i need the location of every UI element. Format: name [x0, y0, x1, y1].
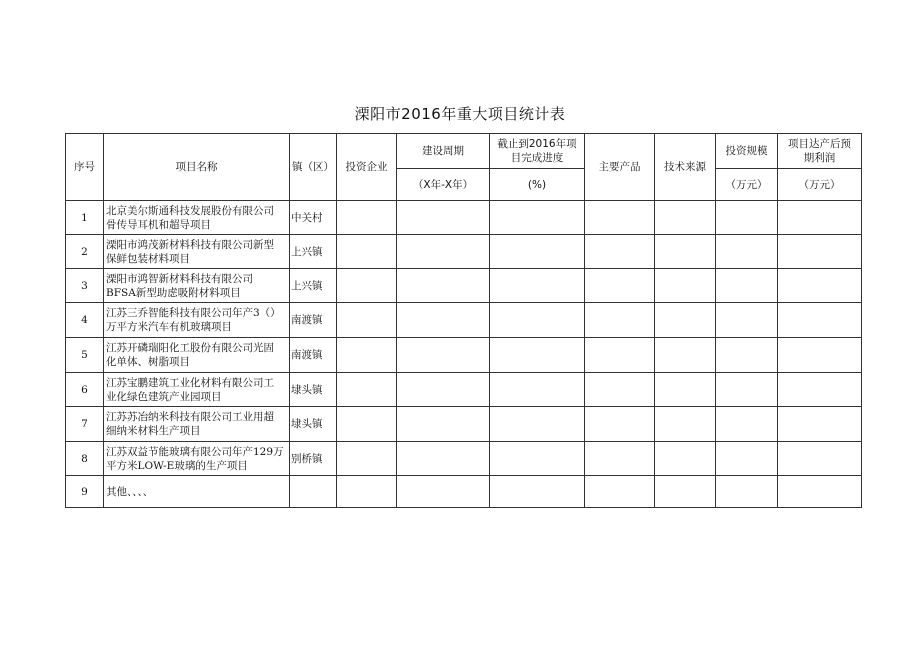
header-seq: 序号	[66, 134, 104, 201]
row-seq: 4	[66, 303, 104, 338]
row-seq: 1	[66, 201, 104, 235]
row-seq: 8	[66, 442, 104, 476]
table-row	[66, 201, 862, 235]
header-product: 主要产品	[585, 134, 655, 201]
header-progress-line2: 目完成进度	[510, 152, 564, 164]
table-row	[66, 407, 862, 442]
row-town: 别桥镇	[290, 442, 337, 476]
row-town: 上兴镇	[290, 235, 337, 269]
row-name: 江苏三乔智能科技有限公司年产3（） 万平方米汽车有机玻璃项目	[104, 303, 290, 338]
row-name: 江苏开磷瑞阳化工股份有限公司光固 化单体、树脂项目	[104, 338, 290, 373]
row-town: 上兴镇	[290, 269, 337, 303]
header-profit-line1: 项目达产后预	[788, 138, 851, 150]
row-seq: 7	[66, 407, 104, 442]
header-progress-line1: 截止到2016年项	[497, 138, 577, 150]
row-seq: 6	[66, 373, 104, 407]
header-company: 投资企业	[337, 134, 397, 201]
table-row	[66, 373, 862, 407]
table-row	[66, 442, 862, 476]
header-row-top	[66, 134, 862, 169]
row-town	[290, 476, 337, 508]
row-name: 溧阳市鸿智新材料科技有限公司 BFSA新型助虑吸附材料项目	[104, 269, 290, 303]
row-town: 埭头镇	[290, 373, 337, 407]
table-row	[66, 476, 862, 508]
table-row	[66, 235, 862, 269]
row-name: 北京美尔斯通科技发展股份有限公司 骨传导耳机和超导项目	[104, 201, 290, 235]
header-period: 建设周期	[397, 134, 490, 169]
header-scale: 投资规模	[716, 134, 778, 169]
row-seq: 2	[66, 235, 104, 269]
header-tech: 技术来源	[655, 134, 716, 201]
row-seq: 9	[66, 476, 104, 508]
row-name: 江苏双益节能玻璃有限公司年产129万 平方米LOW-E玻璃的生产项目	[104, 442, 290, 476]
page-title: 溧阳市2016年重大项目统计表	[354, 105, 566, 123]
header-progress-unit: (%)	[490, 169, 585, 201]
project-statistics-table	[65, 133, 862, 508]
table-row	[66, 303, 862, 338]
row-name: 江苏苏冶纳米科技有限公司工业用超 细纳米材料生产项目	[104, 407, 290, 442]
table-row	[66, 338, 862, 373]
row-town: 南渡镇	[290, 303, 337, 338]
header-profit-line2: 期利润	[803, 152, 836, 164]
header-period-unit: （X年-X年）	[397, 169, 490, 201]
header-profit-unit: （万元）	[778, 169, 862, 201]
row-town: 埭头镇	[290, 407, 337, 442]
row-name: 江苏宝鹏建筑工业化材料有限公司工 业化绿色建筑产业园项目	[104, 373, 290, 407]
row-seq: 3	[66, 269, 104, 303]
row-town: 南渡镇	[290, 338, 337, 373]
header-name: 项目名称	[104, 134, 290, 201]
row-name: 溧阳市鸿茂新材料科技有限公司新型 保鲜包装材料项目	[104, 235, 290, 269]
row-name: 其他、、、、	[104, 476, 290, 508]
table-row	[66, 269, 862, 303]
header-scale-unit: （万元）	[716, 169, 778, 201]
header-profit	[778, 134, 862, 169]
header-progress	[490, 134, 585, 169]
header-town: 镇（区）	[290, 134, 337, 201]
row-seq: 5	[66, 338, 104, 373]
row-town: 中关村	[290, 201, 337, 235]
